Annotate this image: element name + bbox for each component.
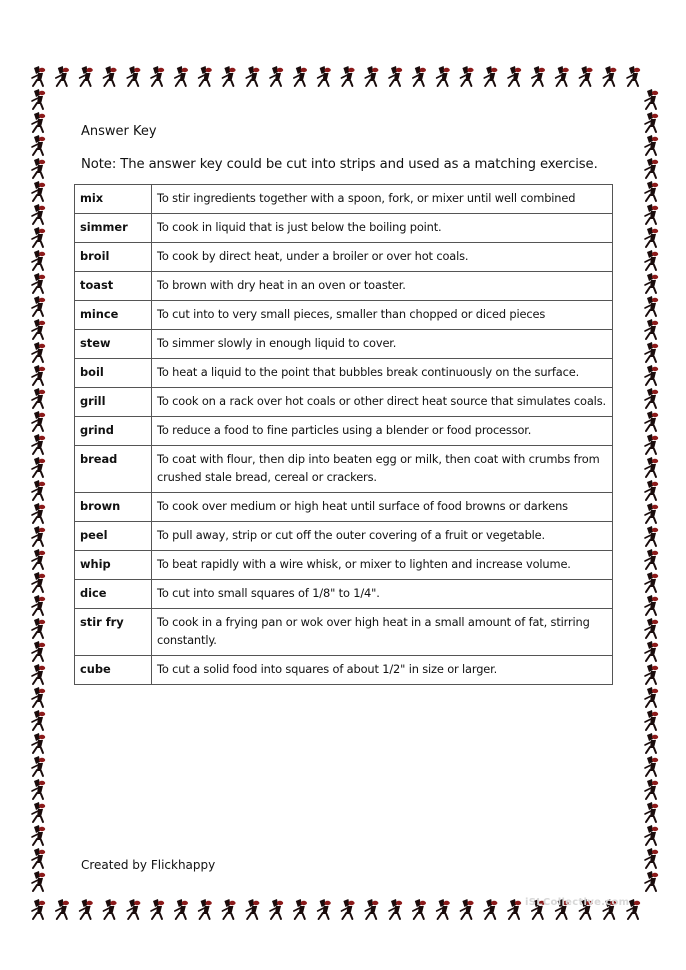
term-cell: stew	[75, 330, 152, 359]
figure-icon	[56, 66, 69, 86]
figure-icon	[645, 434, 658, 454]
figure-icon	[32, 112, 45, 132]
figure-icon	[645, 733, 658, 753]
figure-icon	[32, 825, 45, 845]
figure-icon	[32, 158, 45, 178]
figure-icon	[645, 710, 658, 730]
figure-icon	[32, 296, 45, 316]
figure-icon	[437, 899, 450, 919]
figure-icon	[645, 411, 658, 431]
figure-icon	[32, 526, 45, 546]
figure-icon	[32, 457, 45, 477]
figure-icon	[645, 480, 658, 500]
figure-icon	[32, 572, 45, 592]
table-row	[75, 609, 613, 656]
figure-icon	[645, 848, 658, 868]
term-cell: toast	[75, 272, 152, 301]
figure-icon	[645, 687, 658, 707]
term-cell: peel	[75, 522, 152, 551]
figure-icon	[645, 618, 658, 638]
figure-icon	[32, 135, 45, 155]
table-row	[75, 522, 613, 551]
figure-icon	[32, 250, 45, 270]
figure-icon	[413, 899, 426, 919]
term-cell: dice	[75, 580, 152, 609]
definition-cell: To cut a solid food into squares of about 1/2" in size or larger.	[152, 656, 613, 685]
figure-icon	[32, 848, 45, 868]
figure-icon	[645, 296, 658, 316]
figure-icon	[32, 871, 45, 891]
figure-icon	[32, 641, 45, 661]
figure-icon	[645, 89, 658, 109]
figure-icon	[103, 66, 116, 86]
definition-cell: To pull away, strip or cut off the outer covering of a fruit or vegetable.	[152, 522, 613, 551]
figure-icon	[32, 779, 45, 799]
figure-icon	[32, 204, 45, 224]
figure-icon	[460, 899, 473, 919]
figure-icon	[645, 871, 658, 891]
term-cell: broil	[75, 243, 152, 272]
figure-icon	[32, 549, 45, 569]
figure-icon	[627, 66, 640, 86]
figure-icon	[645, 802, 658, 822]
figure-icon	[151, 66, 164, 86]
term-cell: simmer	[75, 214, 152, 243]
term-cell: whip	[75, 551, 152, 580]
author-credit: Created by Flickhappy	[81, 858, 216, 872]
term-cell: grind	[75, 417, 152, 446]
figure-icon	[645, 388, 658, 408]
figure-icon	[32, 802, 45, 822]
table-row	[75, 214, 613, 243]
term-cell: cube	[75, 656, 152, 685]
figure-icon	[103, 899, 116, 919]
term-cell: bread	[75, 446, 152, 493]
figure-icon	[508, 66, 521, 86]
figure-icon	[365, 66, 378, 86]
figure-icon	[32, 227, 45, 247]
figure-icon	[32, 273, 45, 293]
figure-icon	[645, 595, 658, 615]
table-row	[75, 446, 613, 493]
figure-icon	[413, 66, 426, 86]
figure-icon	[127, 66, 140, 86]
figure-icon	[645, 549, 658, 569]
figure-icon	[270, 66, 283, 86]
figure-icon	[32, 181, 45, 201]
figure-icon	[603, 66, 616, 86]
term-cell: grill	[75, 388, 152, 417]
figure-icon	[199, 66, 212, 86]
table-row	[75, 359, 613, 388]
definition-cell: To cut into small squares of 1/8" to 1/4".	[152, 580, 613, 609]
figure-icon	[32, 66, 45, 86]
table-row	[75, 330, 613, 359]
table-row	[75, 580, 613, 609]
figure-icon	[645, 250, 658, 270]
definition-cell: To reduce a food to fine particles using a blender or food processor.	[152, 417, 613, 446]
term-cell: brown	[75, 493, 152, 522]
term-cell: mince	[75, 301, 152, 330]
figure-icon	[341, 899, 354, 919]
figure-icon	[645, 756, 658, 776]
watermark: iSLCollective.com	[525, 897, 630, 908]
table-row	[75, 301, 613, 330]
figure-icon	[645, 503, 658, 523]
figure-icon	[222, 66, 235, 86]
definition-cell: To cook over medium or high heat until surface of food browns or darkens	[152, 493, 613, 522]
table-row	[75, 551, 613, 580]
term-cell: boil	[75, 359, 152, 388]
figure-icon	[32, 480, 45, 500]
definition-cell: To cook on a rack over hot coals or other direct heat source that simulates coals.	[152, 388, 613, 417]
figure-icon	[645, 572, 658, 592]
figure-icon	[32, 434, 45, 454]
definition-cell: To heat a liquid to the point that bubbles break continuously on the surface.	[152, 359, 613, 388]
figure-icon	[32, 664, 45, 684]
definition-cell: To stir ingredients together with a spoon, fork, or mixer until well combined	[152, 185, 613, 214]
figure-icon	[460, 66, 473, 86]
table-row	[75, 243, 613, 272]
figure-icon	[32, 342, 45, 362]
table-row	[75, 656, 613, 685]
figure-icon	[80, 66, 93, 86]
definition-cell: To coat with flour, then dip into beaten egg or milk, then coat with crumbs from crushed stale bread, cereal or crackers.	[152, 446, 613, 493]
table-row	[75, 272, 613, 301]
figure-icon	[484, 66, 497, 86]
table-row	[75, 185, 613, 214]
figure-icon	[32, 89, 45, 109]
figure-icon	[270, 899, 283, 919]
answer-key-table	[74, 184, 613, 685]
figure-icon	[127, 899, 140, 919]
figure-icon	[645, 158, 658, 178]
figure-icon	[151, 899, 164, 919]
figure-icon	[294, 899, 307, 919]
figure-icon	[389, 899, 402, 919]
figure-icon	[32, 388, 45, 408]
figure-icon	[389, 66, 402, 86]
figure-icon	[246, 66, 259, 86]
figure-icon	[645, 825, 658, 845]
figure-icon	[645, 181, 658, 201]
figure-icon	[484, 899, 497, 919]
instruction-note: Note: The answer key could be cut into strips and used as a matching exercise.	[81, 157, 598, 172]
table-row	[75, 493, 613, 522]
definition-cell: To cook in liquid that is just below the boiling point.	[152, 214, 613, 243]
definition-cell: To cook in a frying pan or wok over high heat in a small amount of fat, stirring constantly.	[152, 609, 613, 656]
definition-cell: To beat rapidly with a wire whisk, or mixer to lighten and increase volume.	[152, 551, 613, 580]
definition-cell: To brown with dry heat in an oven or toaster.	[152, 272, 613, 301]
term-cell: stir fry	[75, 609, 152, 656]
figure-icon	[645, 779, 658, 799]
table-row	[75, 417, 613, 446]
figure-icon	[32, 618, 45, 638]
figure-icon	[32, 733, 45, 753]
figure-icon	[32, 595, 45, 615]
definition-cell: To simmer slowly in enough liquid to cover.	[152, 330, 613, 359]
figure-icon	[645, 273, 658, 293]
figure-icon	[645, 365, 658, 385]
figure-icon	[437, 66, 450, 86]
page-title: Answer Key	[81, 124, 157, 139]
figure-icon	[32, 503, 45, 523]
figure-icon	[80, 899, 93, 919]
figure-icon	[508, 899, 521, 919]
figure-icon	[365, 899, 378, 919]
table-row	[75, 388, 613, 417]
figure-icon	[32, 411, 45, 431]
figure-icon	[199, 899, 212, 919]
figure-icon	[645, 342, 658, 362]
figure-icon	[175, 899, 188, 919]
figure-icon	[645, 641, 658, 661]
figure-icon	[645, 112, 658, 132]
figure-icon	[175, 66, 188, 86]
figure-icon	[318, 66, 331, 86]
figure-icon	[318, 899, 331, 919]
figure-icon	[32, 365, 45, 385]
figure-icon	[645, 204, 658, 224]
figure-icon	[32, 756, 45, 776]
figure-icon	[645, 135, 658, 155]
figure-icon	[32, 319, 45, 339]
figure-icon	[341, 66, 354, 86]
figure-icon	[246, 899, 259, 919]
figure-icon	[556, 66, 569, 86]
figure-icon	[32, 710, 45, 730]
figure-icon	[645, 526, 658, 546]
figure-icon	[532, 66, 545, 86]
term-cell: mix	[75, 185, 152, 214]
definition-cell: To cut into to very small pieces, smaller than chopped or diced pieces	[152, 301, 613, 330]
definition-cell: To cook by direct heat, under a broiler or over hot coals.	[152, 243, 613, 272]
figure-icon	[645, 664, 658, 684]
figure-icon	[645, 457, 658, 477]
figure-icon	[222, 899, 235, 919]
figure-icon	[32, 899, 45, 919]
figure-icon	[32, 687, 45, 707]
figure-icon	[645, 319, 658, 339]
figure-icon	[56, 899, 69, 919]
figure-icon	[645, 227, 658, 247]
figure-icon	[579, 66, 592, 86]
figure-icon	[294, 66, 307, 86]
